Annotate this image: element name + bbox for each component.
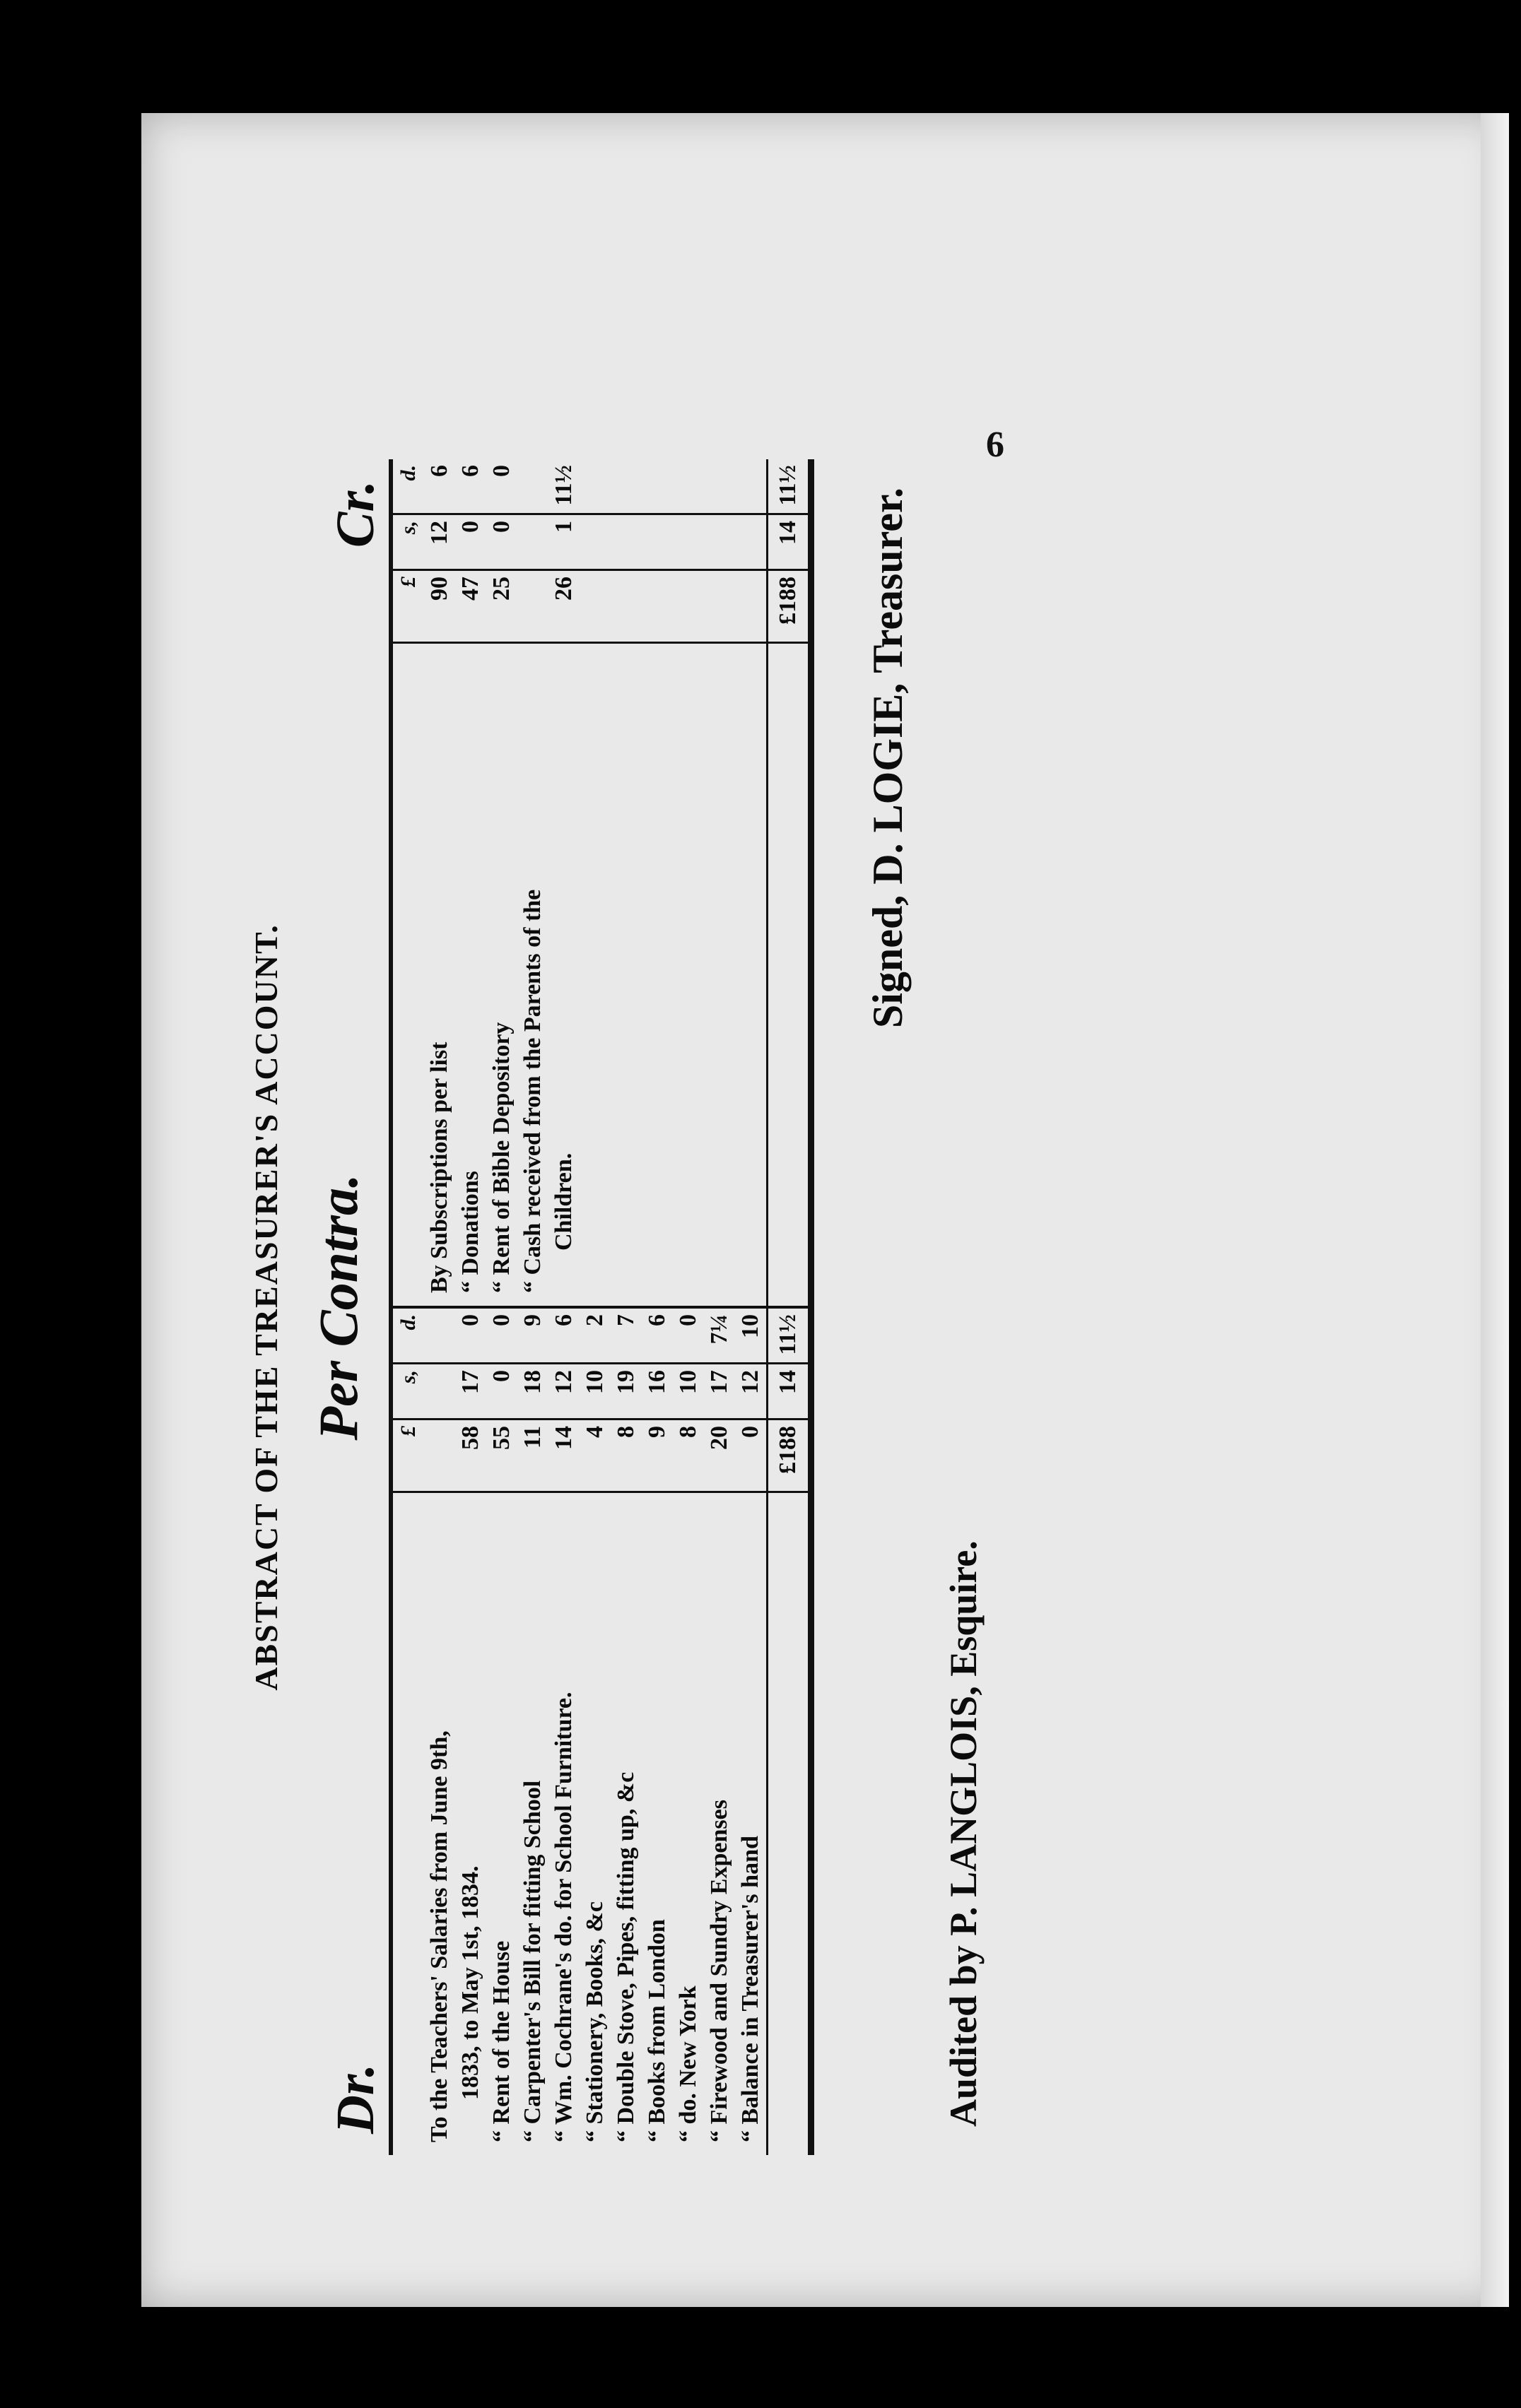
debit-total-pence: 11½ — [768, 1309, 808, 1364]
debit-total-row — [766, 1309, 810, 2155]
credit-side — [393, 459, 810, 1306]
debit-pence-cell: 2 — [580, 1309, 611, 1364]
debit-description-line: “ do. New York — [675, 1985, 701, 2142]
dr-label: Dr. — [326, 2063, 385, 2134]
credit-total-row — [766, 459, 810, 1306]
debit-shillings-cell: 10 — [580, 1364, 611, 1420]
debit-description-line: “ Stationery, Books, &c — [582, 1901, 608, 2142]
page-number: 6 — [986, 425, 1004, 465]
credit-description-line: “ Rent of Bible Depository — [488, 1022, 515, 1293]
pence-header: d. — [393, 1309, 424, 1364]
audited-line: Audited by P. LANGLOIS, Esquire. — [942, 1540, 985, 2127]
debit-pence-cell: 9 — [517, 1309, 548, 1364]
debit-rows — [424, 1309, 766, 2155]
debit-pence-cell: 10 — [735, 1309, 766, 1364]
debit-description-line: 1833, to May 1st, 1834. — [457, 1865, 483, 2100]
credit-header-row — [393, 459, 424, 1306]
debit-row — [642, 1309, 673, 2155]
debit-description-line: To the Teachers' Salaries from June 9th, — [426, 1730, 452, 2142]
debit-shillings-cell: 17 — [704, 1364, 735, 1420]
cr-label: Cr. — [326, 480, 385, 548]
credit-pounds-cell: 26 — [517, 571, 580, 644]
debit-row — [517, 1309, 548, 2155]
pounds-header: £ — [393, 571, 424, 644]
debit-total-pounds: £188 — [768, 1420, 808, 1493]
credit-shillings-cell: 0 — [455, 515, 486, 571]
debit-shillings-cell: 12 — [735, 1364, 766, 1420]
debit-description-line: “ Double Stove, Pipes, fitting up, &c — [613, 1771, 639, 2142]
credit-description-line: “ Cash received from the Parents of the — [519, 889, 546, 1293]
credit-row — [455, 459, 486, 1306]
credit-pence-cell: 11½ — [517, 459, 580, 515]
debit-description-line: “ Wm. Cochrane's do. for School Furniture. — [551, 1692, 577, 2142]
debit-row — [548, 1309, 580, 2155]
credit-description-line: “ Donations — [457, 1171, 483, 1293]
debit-pence-cell: 0 — [486, 1309, 517, 1364]
credit-row — [486, 459, 517, 1306]
credit-description — [517, 644, 580, 1306]
debit-pounds-cell: 20 — [704, 1420, 735, 1493]
credit-pounds-cell: 90 — [424, 571, 455, 644]
debit-description-line: “ Firewood and Sundry Expenses — [706, 1800, 732, 2142]
debit-shillings-cell: 17 — [424, 1364, 486, 1420]
debit-description — [424, 1493, 486, 2155]
debit-pence-cell: 0 — [673, 1309, 704, 1364]
debit-shillings-cell: 12 — [548, 1364, 580, 1420]
debit-description — [735, 1493, 766, 2155]
credit-rows — [424, 459, 580, 1306]
credit-total-pounds: £188 — [768, 571, 808, 644]
debit-description — [611, 1493, 642, 2155]
scanned-page — [141, 113, 1509, 2307]
debit-pounds-cell: 55 — [486, 1420, 517, 1493]
credit-shillings-cell: 0 — [486, 515, 517, 571]
debit-description-line: “ Books from London — [644, 1919, 670, 2142]
debit-description-line: “ Balance in Treasurer's hand — [737, 1836, 763, 2142]
debit-pounds-cell: 9 — [642, 1420, 673, 1493]
credit-shillings-cell: 1 — [517, 515, 580, 571]
credit-description — [455, 644, 486, 1306]
debit-pence-cell: 0 — [424, 1309, 486, 1364]
debit-description — [642, 1493, 673, 2155]
shillings-header: s, — [393, 515, 424, 571]
ledger-table — [389, 459, 814, 2155]
credit-row — [517, 459, 580, 1306]
credit-pounds-cell: 47 — [455, 571, 486, 644]
debit-row — [424, 1309, 486, 2155]
debit-side — [393, 1306, 810, 2155]
debit-shillings-cell: 0 — [486, 1364, 517, 1420]
debit-shillings-cell: 19 — [611, 1364, 642, 1420]
credit-pounds-cell: 25 — [486, 571, 517, 644]
debit-row — [673, 1309, 704, 2155]
credit-pence-cell: 6 — [455, 459, 486, 515]
credit-description — [486, 644, 517, 1306]
debit-row — [580, 1309, 611, 2155]
account-title: ABSTRACT OF THE TREASURER'S ACCOUNT. — [248, 923, 284, 1691]
debit-shillings-cell: 10 — [673, 1364, 704, 1420]
debit-pounds-cell: 14 — [548, 1420, 580, 1493]
account-footer — [814, 459, 1005, 2155]
debit-description-line: “ Carpenter's Bill for fitting School — [519, 1780, 546, 2142]
treasurer-account — [247, 459, 1110, 2155]
debit-pence-cell: 6 — [642, 1309, 673, 1364]
debit-pounds-cell: 58 — [424, 1420, 486, 1493]
credit-row — [424, 459, 455, 1306]
signed-line: Signed, D. LOGIE, Treasurer. — [864, 488, 911, 1029]
debit-description — [517, 1493, 548, 2155]
debit-row — [735, 1309, 766, 2155]
debit-description-line: “ Rent of the House — [488, 1940, 515, 2142]
credit-description-line: By Subscriptions per list — [426, 1041, 452, 1293]
page-edge — [1481, 113, 1509, 2307]
debit-description — [580, 1493, 611, 2155]
debit-description — [704, 1493, 735, 2155]
pounds-header: £ — [393, 1420, 424, 1493]
credit-pence-cell: 0 — [486, 459, 517, 515]
debit-shillings-cell: 18 — [517, 1364, 548, 1420]
pence-header: d. — [393, 459, 424, 515]
account-header — [247, 459, 389, 2155]
debit-description — [486, 1493, 517, 2155]
credit-description-line: Children. — [551, 1152, 577, 1251]
debit-pounds-cell: 0 — [735, 1420, 766, 1493]
credit-total-pence: 11½ — [768, 459, 808, 515]
debit-pence-cell: 7¼ — [704, 1309, 735, 1364]
debit-pounds-cell: 4 — [580, 1420, 611, 1493]
debit-row — [486, 1309, 517, 2155]
credit-total-shillings: 14 — [768, 515, 808, 571]
debit-total-shillings: 14 — [768, 1364, 808, 1420]
debit-pounds-cell: 8 — [611, 1420, 642, 1493]
debit-description — [673, 1493, 704, 2155]
debit-pounds-cell: 8 — [673, 1420, 704, 1493]
credit-pence-cell: 6 — [424, 459, 455, 515]
debit-header-row — [393, 1309, 424, 2155]
shillings-header: s, — [393, 1364, 424, 1420]
debit-description — [548, 1493, 580, 2155]
debit-shillings-cell: 16 — [642, 1364, 673, 1420]
debit-pence-cell: 7 — [611, 1309, 642, 1364]
debit-row — [704, 1309, 735, 2155]
credit-shillings-cell: 12 — [424, 515, 455, 571]
debit-row — [611, 1309, 642, 2155]
debit-pence-cell: 6 — [548, 1309, 580, 1364]
credit-description — [424, 644, 455, 1306]
debit-pounds-cell: 11 — [517, 1420, 548, 1493]
account-subtitle: Per Contra. — [307, 1174, 369, 1441]
